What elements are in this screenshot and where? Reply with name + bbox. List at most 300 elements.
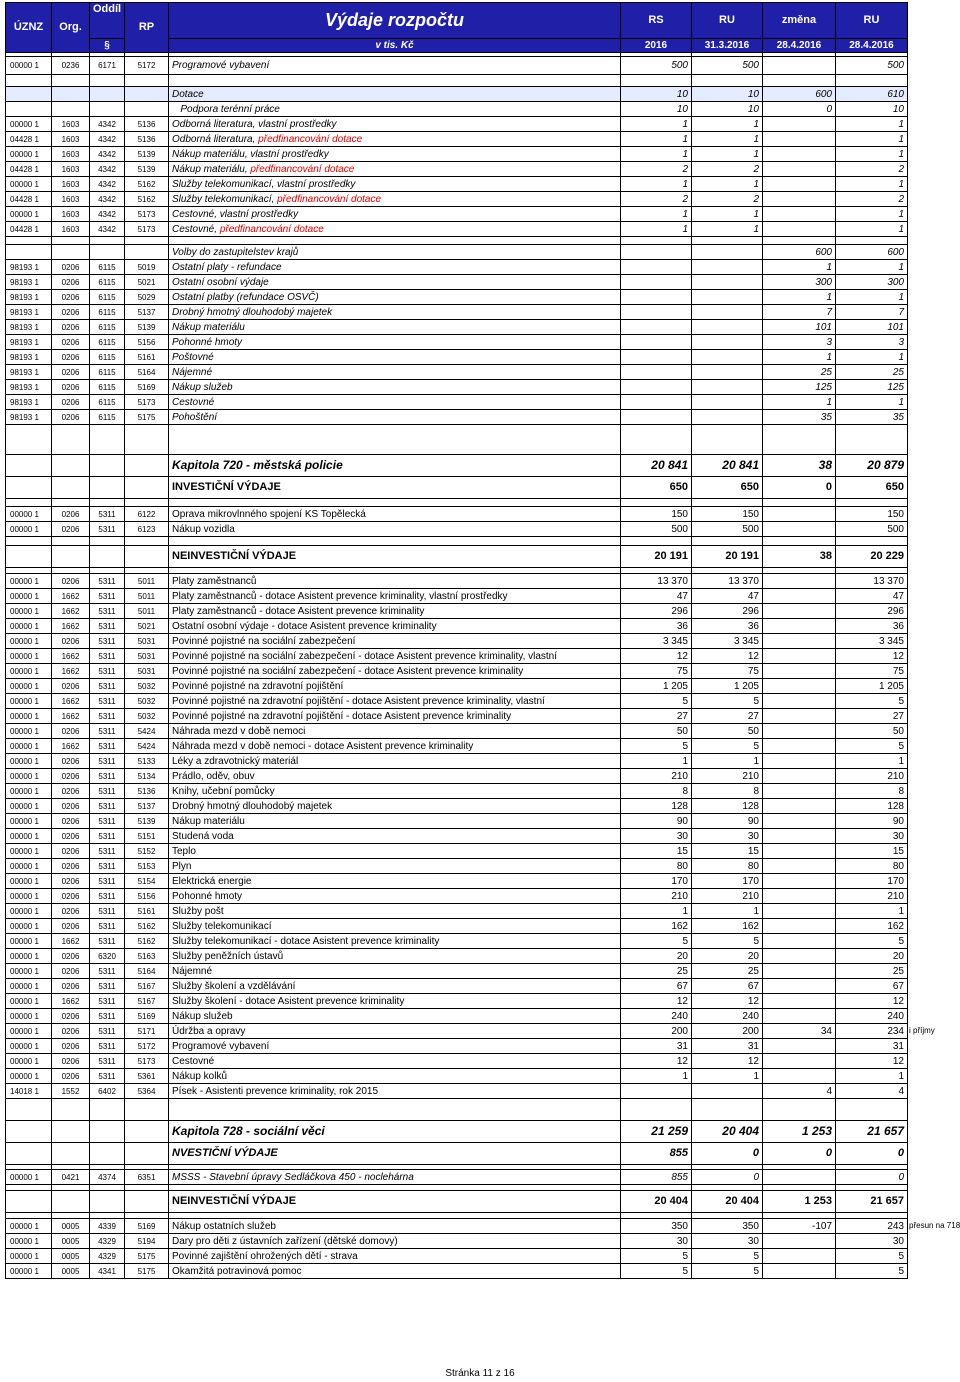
paragraf-code-cell bbox=[90, 87, 125, 102]
ru2-value-cell: 1 bbox=[836, 132, 908, 147]
rs-value-cell: 500 bbox=[621, 57, 692, 75]
rs-value-cell: 5 bbox=[621, 934, 692, 949]
ru2-value-cell: 90 bbox=[836, 814, 908, 829]
org-code-cell: 0206 bbox=[52, 260, 90, 275]
uznz-code-cell: 00000 1 bbox=[6, 619, 52, 634]
uznz-code-cell: 00000 1 bbox=[6, 1234, 52, 1249]
paragraf-code-cell: 5311 bbox=[90, 979, 125, 994]
description-cell bbox=[169, 619, 621, 634]
ru-value-cell: 210 bbox=[692, 889, 763, 904]
zmena-value-cell bbox=[763, 1249, 836, 1264]
side-note: i příjmy bbox=[909, 1026, 935, 1035]
uznz-code-cell: 00000 1 bbox=[6, 724, 52, 739]
item-code-cell: 5173 bbox=[125, 207, 169, 222]
description-cell bbox=[169, 1121, 621, 1143]
description-cell bbox=[169, 1249, 621, 1264]
org-code-cell bbox=[52, 455, 90, 477]
rs-value-cell: 10 bbox=[621, 87, 692, 102]
org-code-cell: 0206 bbox=[52, 1054, 90, 1069]
ru2-value-cell: 13 370 bbox=[836, 574, 908, 589]
ru-value-cell: 1 bbox=[692, 132, 763, 147]
zmena-value-cell: 1 253 bbox=[763, 1191, 836, 1213]
uznz-code-cell: 00000 1 bbox=[6, 1069, 52, 1084]
rs-value-cell: 1 bbox=[621, 132, 692, 147]
spacer-row bbox=[6, 499, 908, 507]
ru-value-cell: 13 370 bbox=[692, 574, 763, 589]
ru2-value-cell: 1 bbox=[836, 147, 908, 162]
table-row bbox=[6, 1084, 908, 1099]
item-code-cell: 5173 bbox=[125, 395, 169, 410]
org-code-cell: 1662 bbox=[52, 604, 90, 619]
item-code-cell: 5361 bbox=[125, 1069, 169, 1084]
uznz-code-cell: 00000 1 bbox=[6, 1024, 52, 1039]
org-code-cell: 0206 bbox=[52, 1009, 90, 1024]
zmena-value-cell bbox=[763, 859, 836, 874]
item-code-cell: 5161 bbox=[125, 350, 169, 365]
item-code-cell: 5162 bbox=[125, 192, 169, 207]
item-code-cell: 5175 bbox=[125, 1264, 169, 1279]
table-row bbox=[6, 649, 908, 664]
zmena-value-cell bbox=[763, 679, 836, 694]
zmena-value-cell bbox=[763, 222, 836, 237]
ru-value-cell: 80 bbox=[692, 859, 763, 874]
paragraf-code-cell: 5311 bbox=[90, 589, 125, 604]
rs-value-cell: 21 259 bbox=[621, 1121, 692, 1143]
uznz-code-cell: 98193 1 bbox=[6, 395, 52, 410]
rs-value-cell: 12 bbox=[621, 994, 692, 1009]
ru2-value-cell: 21 657 bbox=[836, 1191, 908, 1213]
ru2-value-cell: 25 bbox=[836, 365, 908, 380]
ru2-value-cell: 2 bbox=[836, 192, 908, 207]
table-row bbox=[6, 1054, 908, 1069]
uznz-code-cell: 98193 1 bbox=[6, 275, 52, 290]
item-code-cell: 5156 bbox=[125, 335, 169, 350]
uznz-code-cell: 00000 1 bbox=[6, 1264, 52, 1279]
table-row bbox=[6, 814, 908, 829]
item-code-cell: 5139 bbox=[125, 320, 169, 335]
description-cell bbox=[169, 320, 621, 335]
zmena-value-cell bbox=[763, 147, 836, 162]
zmena-value-cell: 125 bbox=[763, 380, 836, 395]
ru-value-cell bbox=[692, 365, 763, 380]
uznz-code-cell: 98193 1 bbox=[6, 290, 52, 305]
description-text: Nákup služeb bbox=[172, 1010, 233, 1022]
paragraf-code-cell: 4341 bbox=[90, 1264, 125, 1279]
ru2-value-cell: 1 bbox=[836, 754, 908, 769]
item-code-cell: 5167 bbox=[125, 979, 169, 994]
ru-value-cell: 5 bbox=[692, 694, 763, 709]
paragraf-code-cell bbox=[90, 1191, 125, 1213]
header-paragraf: § bbox=[90, 39, 125, 53]
item-code-cell: 5136 bbox=[125, 117, 169, 132]
paragraf-code-cell bbox=[90, 1121, 125, 1143]
paragraf-code-cell: 5311 bbox=[90, 934, 125, 949]
ru2-value-cell: 650 bbox=[836, 477, 908, 499]
org-code-cell: 0206 bbox=[52, 320, 90, 335]
uznz-code-cell: 00000 1 bbox=[6, 649, 52, 664]
description-cell bbox=[169, 260, 621, 275]
header-rs-year: 2016 bbox=[621, 39, 692, 53]
rs-value-cell: 1 bbox=[621, 1069, 692, 1084]
paragraf-code-cell: 5311 bbox=[90, 844, 125, 859]
ru-value-cell: 1 bbox=[692, 754, 763, 769]
ru-value-cell: 1 bbox=[692, 177, 763, 192]
item-code-cell bbox=[125, 1191, 169, 1213]
org-code-cell: 0206 bbox=[52, 829, 90, 844]
table-row bbox=[6, 979, 908, 994]
org-code-cell: 0206 bbox=[52, 335, 90, 350]
paragraf-code-cell: 4342 bbox=[90, 222, 125, 237]
uznz-code-cell: 00000 1 bbox=[6, 1219, 52, 1234]
ru2-value-cell: 30 bbox=[836, 829, 908, 844]
org-code-cell: 0206 bbox=[52, 1039, 90, 1054]
description-cell bbox=[169, 380, 621, 395]
ru2-value-cell: 10 bbox=[836, 102, 908, 117]
ru-value-cell: 30 bbox=[692, 829, 763, 844]
ru-value-cell: 2 bbox=[692, 162, 763, 177]
ru-value-cell: 12 bbox=[692, 1054, 763, 1069]
description-text: Odborná literatura, bbox=[172, 133, 256, 145]
item-code-cell: 5137 bbox=[125, 305, 169, 320]
ru2-value-cell: 500 bbox=[836, 522, 908, 537]
rs-value-cell: 2 bbox=[621, 162, 692, 177]
item-code-cell: 5173 bbox=[125, 1054, 169, 1069]
rs-value-cell: 210 bbox=[621, 769, 692, 784]
org-code-cell: 0206 bbox=[52, 410, 90, 425]
table-row bbox=[6, 964, 908, 979]
description-cell bbox=[169, 949, 621, 964]
table-row bbox=[6, 222, 908, 237]
paragraf-code-cell bbox=[90, 455, 125, 477]
rs-value-cell: 650 bbox=[621, 477, 692, 499]
ru2-value-cell: 47 bbox=[836, 589, 908, 604]
description-text: Platy zaměstnanců - dotace Asistent prevence kriminality bbox=[172, 605, 425, 617]
description-cell bbox=[169, 335, 621, 350]
ru2-value-cell: 30 bbox=[836, 1234, 908, 1249]
description-cell bbox=[169, 275, 621, 290]
uznz-code-cell: 00000 1 bbox=[6, 522, 52, 537]
org-code-cell: 1603 bbox=[52, 147, 90, 162]
item-code-cell: 5172 bbox=[125, 57, 169, 75]
table-row bbox=[6, 739, 908, 754]
org-code-cell: 0206 bbox=[52, 522, 90, 537]
paragraf-code-cell: 6115 bbox=[90, 395, 125, 410]
ru-value-cell: 296 bbox=[692, 604, 763, 619]
item-code-cell: 5011 bbox=[125, 574, 169, 589]
rs-value-cell: 5 bbox=[621, 1264, 692, 1279]
rs-value-cell bbox=[621, 320, 692, 335]
description-text: Dary pro děti z ústavních zařízení (dětské domovy) bbox=[172, 1235, 398, 1247]
zmena-value-cell bbox=[763, 604, 836, 619]
paragraf-code-cell: 5311 bbox=[90, 904, 125, 919]
table-row bbox=[6, 350, 908, 365]
description-cell bbox=[169, 724, 621, 739]
paragraf-code-cell: 5311 bbox=[90, 1054, 125, 1069]
rs-value-cell: 31 bbox=[621, 1039, 692, 1054]
table-row bbox=[6, 290, 908, 305]
zmena-value-cell: 35 bbox=[763, 410, 836, 425]
uznz-code-cell bbox=[6, 1121, 52, 1143]
description-cell bbox=[169, 222, 621, 237]
table-row bbox=[6, 320, 908, 335]
uznz-code-cell: 00000 1 bbox=[6, 574, 52, 589]
paragraf-code-cell bbox=[90, 477, 125, 499]
description-text: Nákup materiálu, bbox=[172, 163, 248, 175]
spacer-row bbox=[6, 1099, 908, 1121]
paragraf-code-cell: 5311 bbox=[90, 919, 125, 934]
rs-value-cell: 1 bbox=[621, 177, 692, 192]
org-code-cell: 0206 bbox=[52, 949, 90, 964]
paragraf-code-cell: 6115 bbox=[90, 350, 125, 365]
description-text: Programové vybavení bbox=[172, 60, 270, 71]
prefinancing-note: předfinancování dotace bbox=[219, 223, 324, 235]
paragraf-code-cell: 4342 bbox=[90, 147, 125, 162]
item-code-cell: 6122 bbox=[125, 507, 169, 522]
description-text: Volby do zastupitelstev krajů bbox=[172, 246, 299, 258]
description-cell bbox=[169, 814, 621, 829]
description-cell bbox=[169, 874, 621, 889]
table-row bbox=[6, 874, 908, 889]
spacer-row bbox=[6, 75, 908, 87]
table-row bbox=[6, 395, 908, 410]
zmena-value-cell bbox=[763, 874, 836, 889]
org-code-cell: 1662 bbox=[52, 589, 90, 604]
header-ru2: RU bbox=[836, 3, 908, 39]
org-code-cell: 0206 bbox=[52, 380, 90, 395]
description-text: NVESTIČNÍ VÝDAJE bbox=[172, 1147, 278, 1159]
description-text: Služby telekomunikací bbox=[172, 920, 272, 932]
description-cell bbox=[169, 784, 621, 799]
item-code-cell: 5011 bbox=[125, 589, 169, 604]
ru2-value-cell: 3 bbox=[836, 335, 908, 350]
zmena-value-cell bbox=[763, 57, 836, 75]
description-text: Nákup služeb bbox=[172, 381, 233, 393]
ru2-value-cell: 3 345 bbox=[836, 634, 908, 649]
table-row bbox=[6, 57, 908, 75]
description-text: Poštovné bbox=[172, 351, 214, 363]
org-code-cell: 0206 bbox=[52, 874, 90, 889]
rs-value-cell bbox=[621, 275, 692, 290]
zmena-value-cell bbox=[763, 979, 836, 994]
zmena-value-cell bbox=[763, 589, 836, 604]
header-ru2-date: 28.4.2016 bbox=[836, 39, 908, 53]
org-code-cell bbox=[52, 87, 90, 102]
description-cell bbox=[169, 1234, 621, 1249]
spacer-row bbox=[6, 425, 908, 455]
org-code-cell: 0206 bbox=[52, 395, 90, 410]
item-code-cell: 5031 bbox=[125, 634, 169, 649]
ru-value-cell: 128 bbox=[692, 799, 763, 814]
paragraf-code-cell: 4329 bbox=[90, 1234, 125, 1249]
rs-value-cell: 27 bbox=[621, 709, 692, 724]
ru-value-cell: 50 bbox=[692, 724, 763, 739]
description-cell bbox=[169, 132, 621, 147]
uznz-code-cell bbox=[6, 1143, 52, 1165]
zmena-value-cell: 1 bbox=[763, 290, 836, 305]
ru2-value-cell: 36 bbox=[836, 619, 908, 634]
uznz-code-cell: 00000 1 bbox=[6, 844, 52, 859]
uznz-code-cell: 00000 1 bbox=[6, 207, 52, 222]
org-code-cell: 1662 bbox=[52, 994, 90, 1009]
rs-value-cell: 170 bbox=[621, 874, 692, 889]
zmena-value-cell bbox=[763, 694, 836, 709]
uznz-code-cell: 00000 1 bbox=[6, 964, 52, 979]
table-row bbox=[6, 1039, 908, 1054]
zmena-value-cell: 600 bbox=[763, 245, 836, 260]
rs-value-cell: 350 bbox=[621, 1219, 692, 1234]
paragraf-code-cell: 4342 bbox=[90, 177, 125, 192]
rs-value-cell: 12 bbox=[621, 649, 692, 664]
rs-value-cell: 2 bbox=[621, 192, 692, 207]
table-row bbox=[6, 1191, 908, 1213]
paragraf-code-cell: 5311 bbox=[90, 889, 125, 904]
table-row bbox=[6, 994, 908, 1009]
rs-value-cell: 150 bbox=[621, 507, 692, 522]
paragraf-code-cell: 5311 bbox=[90, 754, 125, 769]
uznz-code-cell: 00000 1 bbox=[6, 769, 52, 784]
item-code-cell: 5136 bbox=[125, 784, 169, 799]
description-cell bbox=[169, 1009, 621, 1024]
item-code-cell: 5139 bbox=[125, 162, 169, 177]
ru-value-cell: 67 bbox=[692, 979, 763, 994]
rs-value-cell: 20 191 bbox=[621, 546, 692, 568]
paragraf-code-cell: 4329 bbox=[90, 1249, 125, 1264]
description-cell bbox=[169, 964, 621, 979]
zmena-value-cell bbox=[763, 649, 836, 664]
rs-value-cell: 30 bbox=[621, 829, 692, 844]
rs-value-cell: 5 bbox=[621, 694, 692, 709]
table-row bbox=[6, 192, 908, 207]
ru-value-cell bbox=[692, 305, 763, 320]
org-code-cell: 0206 bbox=[52, 754, 90, 769]
description-cell bbox=[169, 365, 621, 380]
ru2-value-cell: 296 bbox=[836, 604, 908, 619]
description-cell bbox=[169, 694, 621, 709]
description-cell bbox=[169, 709, 621, 724]
rs-value-cell: 5 bbox=[621, 739, 692, 754]
ru-value-cell: 25 bbox=[692, 964, 763, 979]
description-cell bbox=[169, 754, 621, 769]
ru2-value-cell: 5 bbox=[836, 1264, 908, 1279]
org-code-cell: 1603 bbox=[52, 207, 90, 222]
ru2-value-cell: 7 bbox=[836, 305, 908, 320]
uznz-code-cell: 00000 1 bbox=[6, 1039, 52, 1054]
zmena-value-cell bbox=[763, 177, 836, 192]
uznz-code-cell: 00000 1 bbox=[6, 1009, 52, 1024]
rs-value-cell: 5 bbox=[621, 1249, 692, 1264]
description-text: Platy zaměstnanců bbox=[172, 575, 257, 587]
ru-value-cell bbox=[692, 395, 763, 410]
description-cell bbox=[169, 1069, 621, 1084]
rs-value-cell: 20 404 bbox=[621, 1191, 692, 1213]
zmena-value-cell bbox=[763, 919, 836, 934]
zmena-value-cell bbox=[763, 949, 836, 964]
description-text: Nákup materiálu bbox=[172, 815, 245, 827]
ru-value-cell: 31 bbox=[692, 1039, 763, 1054]
zmena-value-cell bbox=[763, 934, 836, 949]
uznz-code-cell: 00000 1 bbox=[6, 177, 52, 192]
ru-value-cell: 20 404 bbox=[692, 1121, 763, 1143]
paragraf-code-cell: 5311 bbox=[90, 1039, 125, 1054]
ru2-value-cell: 31 bbox=[836, 1039, 908, 1054]
table-header bbox=[6, 3, 908, 39]
org-code-cell bbox=[52, 1191, 90, 1213]
item-code-cell: 5029 bbox=[125, 290, 169, 305]
ru2-value-cell: 300 bbox=[836, 275, 908, 290]
description-text: Povinné pojistné na sociální zabezpečení - dotace Asistent prevence kriminality, vlastní bbox=[172, 650, 558, 662]
ru-value-cell: 12 bbox=[692, 994, 763, 1009]
uznz-code-cell bbox=[6, 245, 52, 260]
description-cell bbox=[169, 769, 621, 784]
table-row bbox=[6, 522, 908, 537]
description-text: MSSS - Stavební úpravy Sedláčkova 450 - noclehárna bbox=[172, 1171, 414, 1183]
uznz-code-cell: 00000 1 bbox=[6, 634, 52, 649]
paragraf-code-cell: 6320 bbox=[90, 949, 125, 964]
org-code-cell: 1662 bbox=[52, 694, 90, 709]
org-code-cell: 1662 bbox=[52, 739, 90, 754]
item-code-cell: 5032 bbox=[125, 679, 169, 694]
org-code-cell: 0206 bbox=[52, 904, 90, 919]
table-row bbox=[6, 754, 908, 769]
org-code-cell: 0206 bbox=[52, 634, 90, 649]
ru2-value-cell: 5 bbox=[836, 739, 908, 754]
table-row bbox=[6, 207, 908, 222]
prefinancing-note: předfinancování dotace bbox=[277, 193, 382, 205]
rs-value-cell bbox=[621, 410, 692, 425]
zmena-value-cell bbox=[763, 784, 836, 799]
zmena-value-cell: 0 bbox=[763, 1143, 836, 1165]
table-row bbox=[6, 589, 908, 604]
description-cell bbox=[169, 679, 621, 694]
header-org: Org. bbox=[52, 3, 90, 53]
item-code-cell: 5152 bbox=[125, 844, 169, 859]
description-cell bbox=[169, 1054, 621, 1069]
paragraf-code-cell: 4339 bbox=[90, 1219, 125, 1234]
ru2-value-cell: 12 bbox=[836, 994, 908, 1009]
ru-value-cell bbox=[692, 410, 763, 425]
org-code-cell: 1662 bbox=[52, 709, 90, 724]
table-row bbox=[6, 177, 908, 192]
description-text: Nákup kolků bbox=[172, 1070, 228, 1082]
description-text: Služby pošt bbox=[172, 905, 224, 917]
table-row bbox=[6, 1121, 908, 1143]
description-cell bbox=[169, 1264, 621, 1279]
paragraf-code-cell: 4342 bbox=[90, 132, 125, 147]
zmena-value-cell bbox=[763, 739, 836, 754]
zmena-value-cell bbox=[763, 964, 836, 979]
rs-value-cell: 240 bbox=[621, 1009, 692, 1024]
ru2-value-cell: 4 bbox=[836, 1084, 908, 1099]
header-ru-date: 31.3.2016 bbox=[692, 39, 763, 53]
description-cell bbox=[169, 207, 621, 222]
description-text: Povinné pojistné na zdravotní pojištění - dotace Asistent prevence kriminality, vlastní bbox=[172, 695, 545, 707]
description-text: Ostatní osobní výdaje - dotace Asistent prevence kriminality bbox=[172, 620, 437, 632]
item-code-cell: 5194 bbox=[125, 1234, 169, 1249]
ru2-value-cell: 240 bbox=[836, 1009, 908, 1024]
rs-value-cell: 20 841 bbox=[621, 455, 692, 477]
zmena-value-cell bbox=[763, 132, 836, 147]
zmena-value-cell bbox=[763, 1039, 836, 1054]
rs-value-cell bbox=[621, 245, 692, 260]
uznz-code-cell: 98193 1 bbox=[6, 335, 52, 350]
table-row bbox=[6, 694, 908, 709]
description-cell bbox=[169, 979, 621, 994]
description-cell bbox=[169, 739, 621, 754]
ru-value-cell: 8 bbox=[692, 784, 763, 799]
description-text: Platy zaměstnanců - dotace Asistent prevence kriminality, vlastní prostředky bbox=[172, 590, 508, 602]
uznz-code-cell: 00000 1 bbox=[6, 814, 52, 829]
ru-value-cell: 1 bbox=[692, 147, 763, 162]
